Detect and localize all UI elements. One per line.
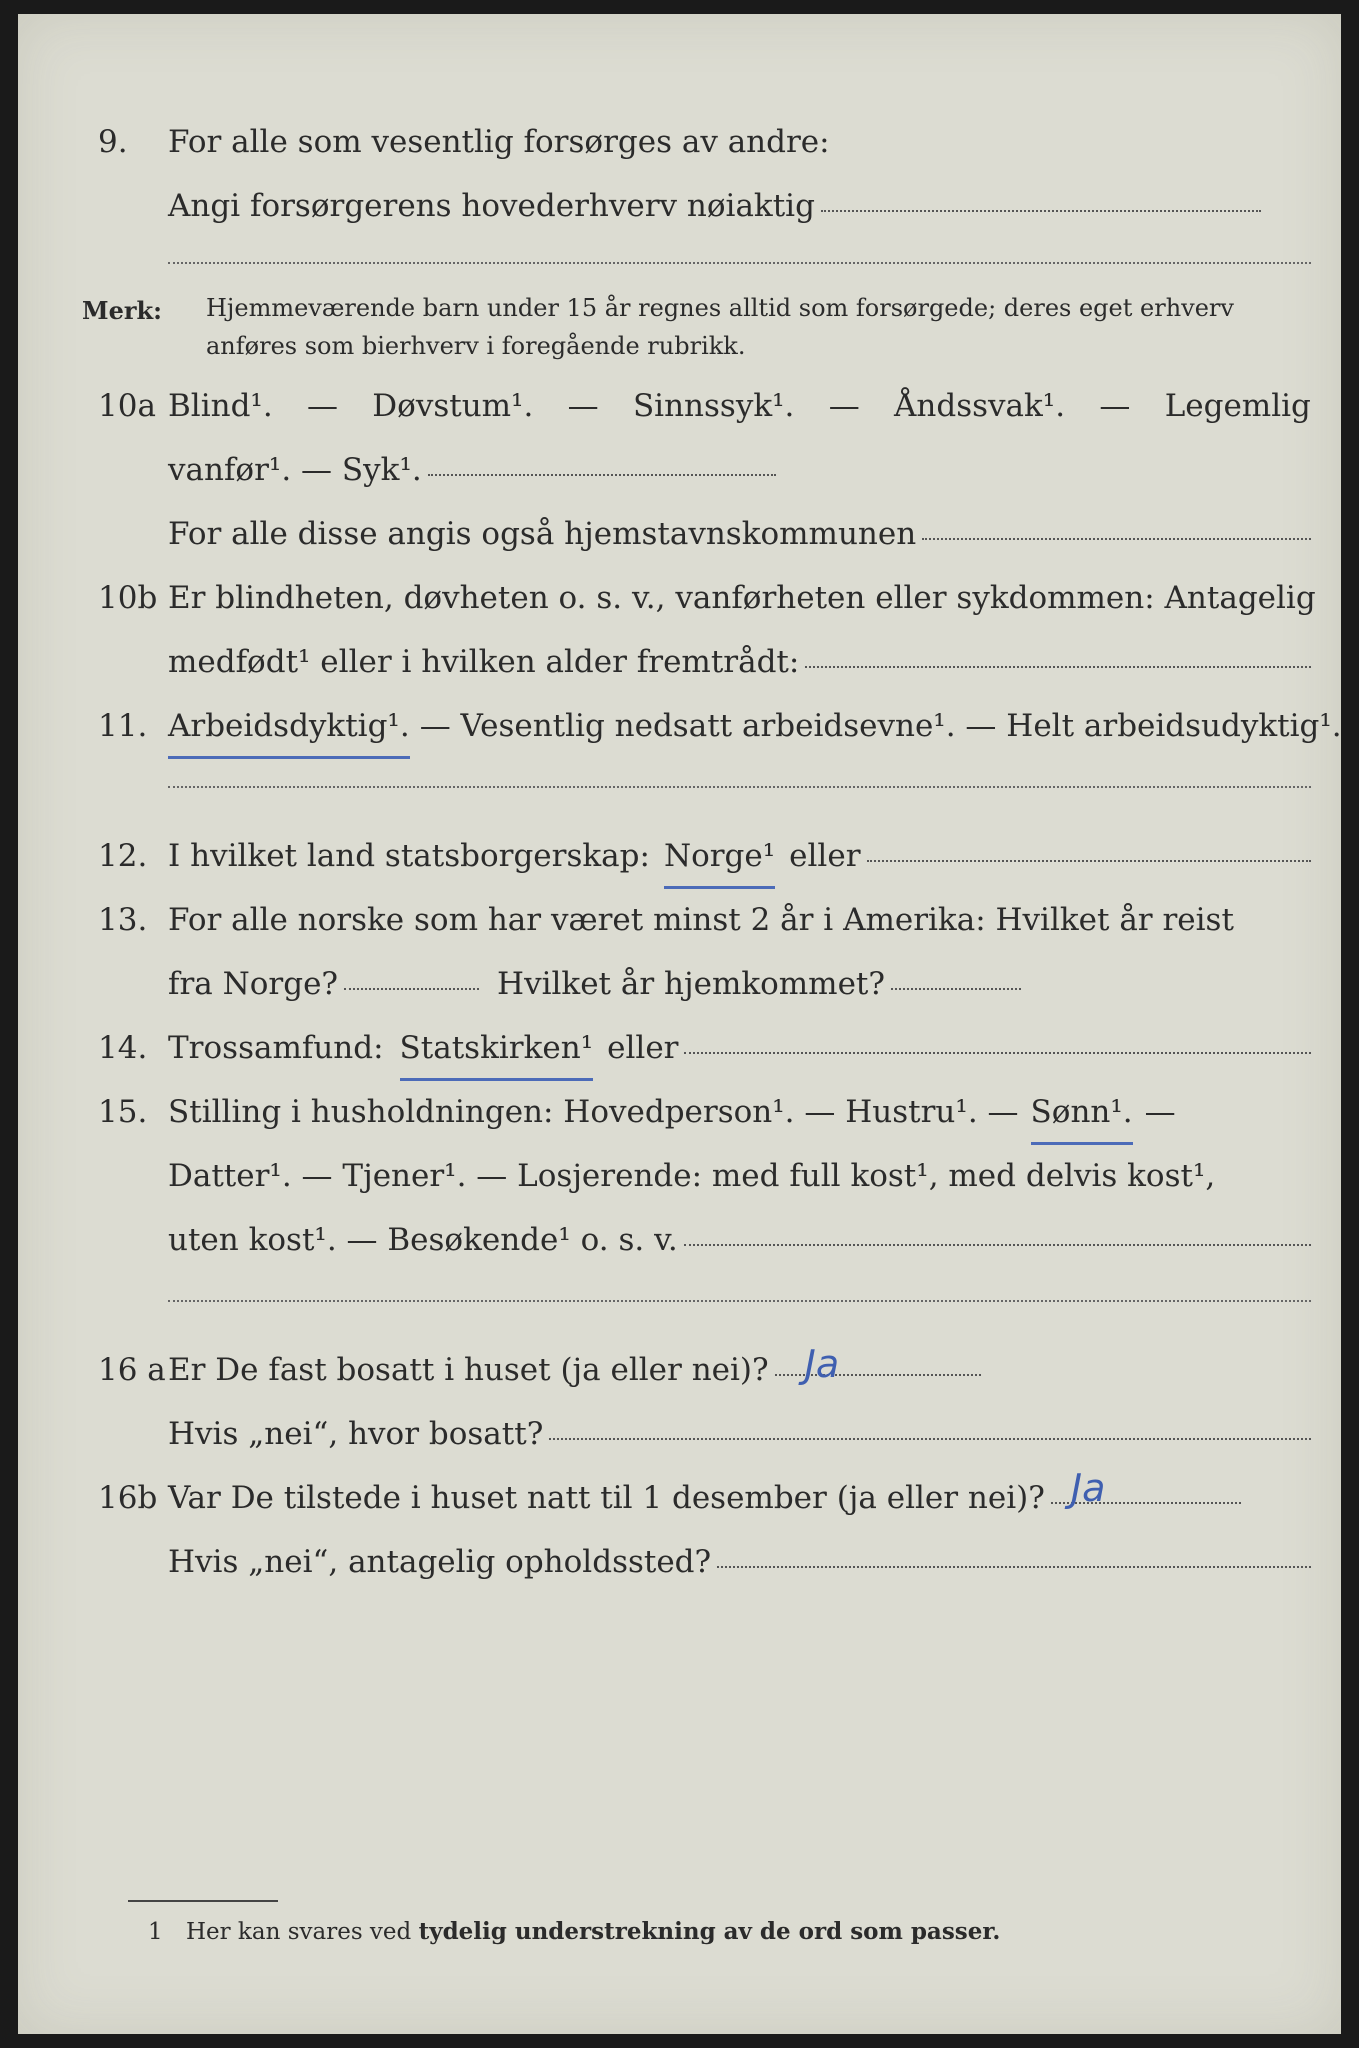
handwritten-answer: Ja: [804, 1342, 840, 1386]
question-number: 15.: [98, 1094, 148, 1130]
footnote-text: Her kan svares ved: [185, 1919, 412, 1945]
option-item[interactable]: Døvstum¹.: [372, 388, 534, 424]
answer-underlined[interactable]: Statskirken¹: [400, 1018, 594, 1081]
question-text: Er De fast bosatt i huset (ja eller nei)?: [168, 1352, 769, 1388]
question-text: Var De tilstede i huset natt til 1 desember (ja eller nei)?: [168, 1480, 1045, 1516]
handwritten-answer: Ja: [1070, 1466, 1106, 1510]
merk-line1: Hjemmeværende barn under 15 år regnes alltid som forsørgede; deres eget erhverv: [206, 294, 1234, 322]
question-text: Hvis „nei“, antagelig opholdssted?: [168, 1544, 712, 1580]
answer-field[interactable]: [717, 1566, 1311, 1568]
question-text: Trossamfund:: [168, 1030, 384, 1066]
answer-field[interactable]: [684, 1244, 1311, 1246]
answer-field[interactable]: [1051, 1466, 1241, 1510]
question-number: 11.: [98, 708, 148, 744]
answer-underlined[interactable]: Norge¹: [664, 826, 775, 889]
question-number: 16 a: [98, 1352, 166, 1388]
question-text: eller: [789, 838, 861, 874]
question-text: uten kost¹. — Besøkende¹ o. s. v.: [168, 1222, 678, 1258]
question-13-line1: [18, 890, 1341, 950]
separator-dash: —: [567, 388, 599, 424]
question-number: 16b: [98, 1480, 158, 1516]
question-number: 13.: [98, 902, 148, 938]
answer-line[interactable]: [168, 1300, 1311, 1302]
question-9-line1: [18, 112, 1341, 172]
question-12: [18, 826, 1341, 886]
question-text: — Vesentlig nedsatt arbeidsevne¹. — Helt arbeidsudyktig¹.: [419, 708, 1342, 744]
question-15-line3: [18, 1210, 1341, 1270]
question-15-line2: [18, 1146, 1341, 1206]
census-form-page: [18, 14, 1341, 2034]
separator-dash: —: [828, 388, 860, 424]
answer-field[interactable]: [821, 210, 1261, 212]
question-text: For alle norske som har været minst 2 år i Amerika: Hvilket år reist: [168, 902, 1234, 938]
question-10b-line1: [18, 568, 1341, 628]
merk-line2: anføres som bierhverv i foregående rubrikk.: [206, 332, 746, 360]
question-11: [18, 696, 1341, 756]
question-text: fra Norge?: [168, 966, 339, 1002]
question-text: Stilling i husholdningen: Hovedperson¹. — Hustru¹. —: [168, 1094, 1019, 1130]
footnote: [148, 1918, 1000, 1945]
answer-field[interactable]: [922, 538, 1311, 540]
answer-field[interactable]: [891, 988, 1021, 990]
question-text: For alle disse angis også hjemstavnskommunen: [168, 516, 917, 552]
answer-field[interactable]: [428, 474, 776, 476]
option-item[interactable]: Åndssvak¹.: [894, 388, 1066, 424]
question-text: —: [1144, 1094, 1176, 1130]
footnote-bold-text: tydelig understrekning av de ord som passer.: [418, 1918, 1001, 1945]
question-14: [18, 1018, 1341, 1078]
question-10a-line1: [18, 376, 1341, 436]
question-10a-line3: [18, 504, 1341, 564]
question-text: Er blindheten, døvheten o. s. v., vanførheten eller sykdommen: Antagelig: [168, 580, 1316, 616]
question-10b-line2: [18, 632, 1341, 692]
question-text: medfødt¹ eller i hvilken alder fremtrådt:: [168, 644, 800, 680]
question-16a-line1: [18, 1340, 1341, 1400]
question-number: 12.: [98, 838, 148, 874]
answer-field[interactable]: [344, 988, 479, 990]
question-text: Hvis „nei“, hvor bosatt?: [168, 1416, 544, 1452]
question-10a-line2: [18, 440, 1341, 500]
answer-underlined[interactable]: Sønn¹.: [1031, 1082, 1133, 1145]
question-text: vanfør¹. — Syk¹.: [168, 452, 422, 488]
question-number: 10b: [98, 580, 158, 616]
answer-field[interactable]: [684, 1052, 1311, 1054]
question-9-line2: [18, 176, 1341, 236]
question-number: 10a: [98, 388, 156, 424]
question-text: eller: [607, 1030, 679, 1066]
option-item[interactable]: Legemlig: [1164, 388, 1311, 424]
answer-field[interactable]: [867, 860, 1311, 862]
separator-dash: —: [307, 388, 338, 424]
answer-line[interactable]: [168, 786, 1311, 788]
question-16a-line2: [18, 1404, 1341, 1464]
question-number: 9.: [98, 124, 128, 160]
question-16b-line1: [18, 1468, 1341, 1528]
question-13-line2: [18, 954, 1341, 1014]
merk-label: Merk:: [82, 296, 162, 325]
option-list: [168, 376, 1311, 436]
footnote-rule: [128, 1900, 278, 1902]
answer-underlined[interactable]: Arbeidsdyktig¹.: [168, 696, 410, 759]
question-text: Hvilket år hjemkommet?: [497, 966, 886, 1002]
question-16b-line2: [18, 1532, 1341, 1592]
answer-field[interactable]: [549, 1438, 1311, 1440]
question-text: I hvilket land statsborgerskap:: [168, 838, 650, 874]
question-text: Datter¹. — Tjener¹. — Losjerende: med full kost¹, med delvis kost¹,: [168, 1158, 1216, 1194]
question-text: For alle som vesentlig forsørges av andre:: [168, 124, 830, 160]
option-item[interactable]: Sinnssyk¹.: [632, 388, 795, 424]
separator-dash: —: [1099, 388, 1131, 424]
answer-line[interactable]: [168, 262, 1311, 264]
option-item[interactable]: Blind¹.: [168, 388, 273, 424]
question-15-line1: [18, 1082, 1341, 1142]
question-text: Angi forsørgerens hovederhverv nøiaktig: [168, 188, 815, 224]
question-number: 14.: [98, 1030, 148, 1066]
footnote-mark: 1: [148, 1919, 163, 1945]
answer-field[interactable]: [805, 666, 1311, 668]
answer-field[interactable]: [775, 1342, 981, 1386]
